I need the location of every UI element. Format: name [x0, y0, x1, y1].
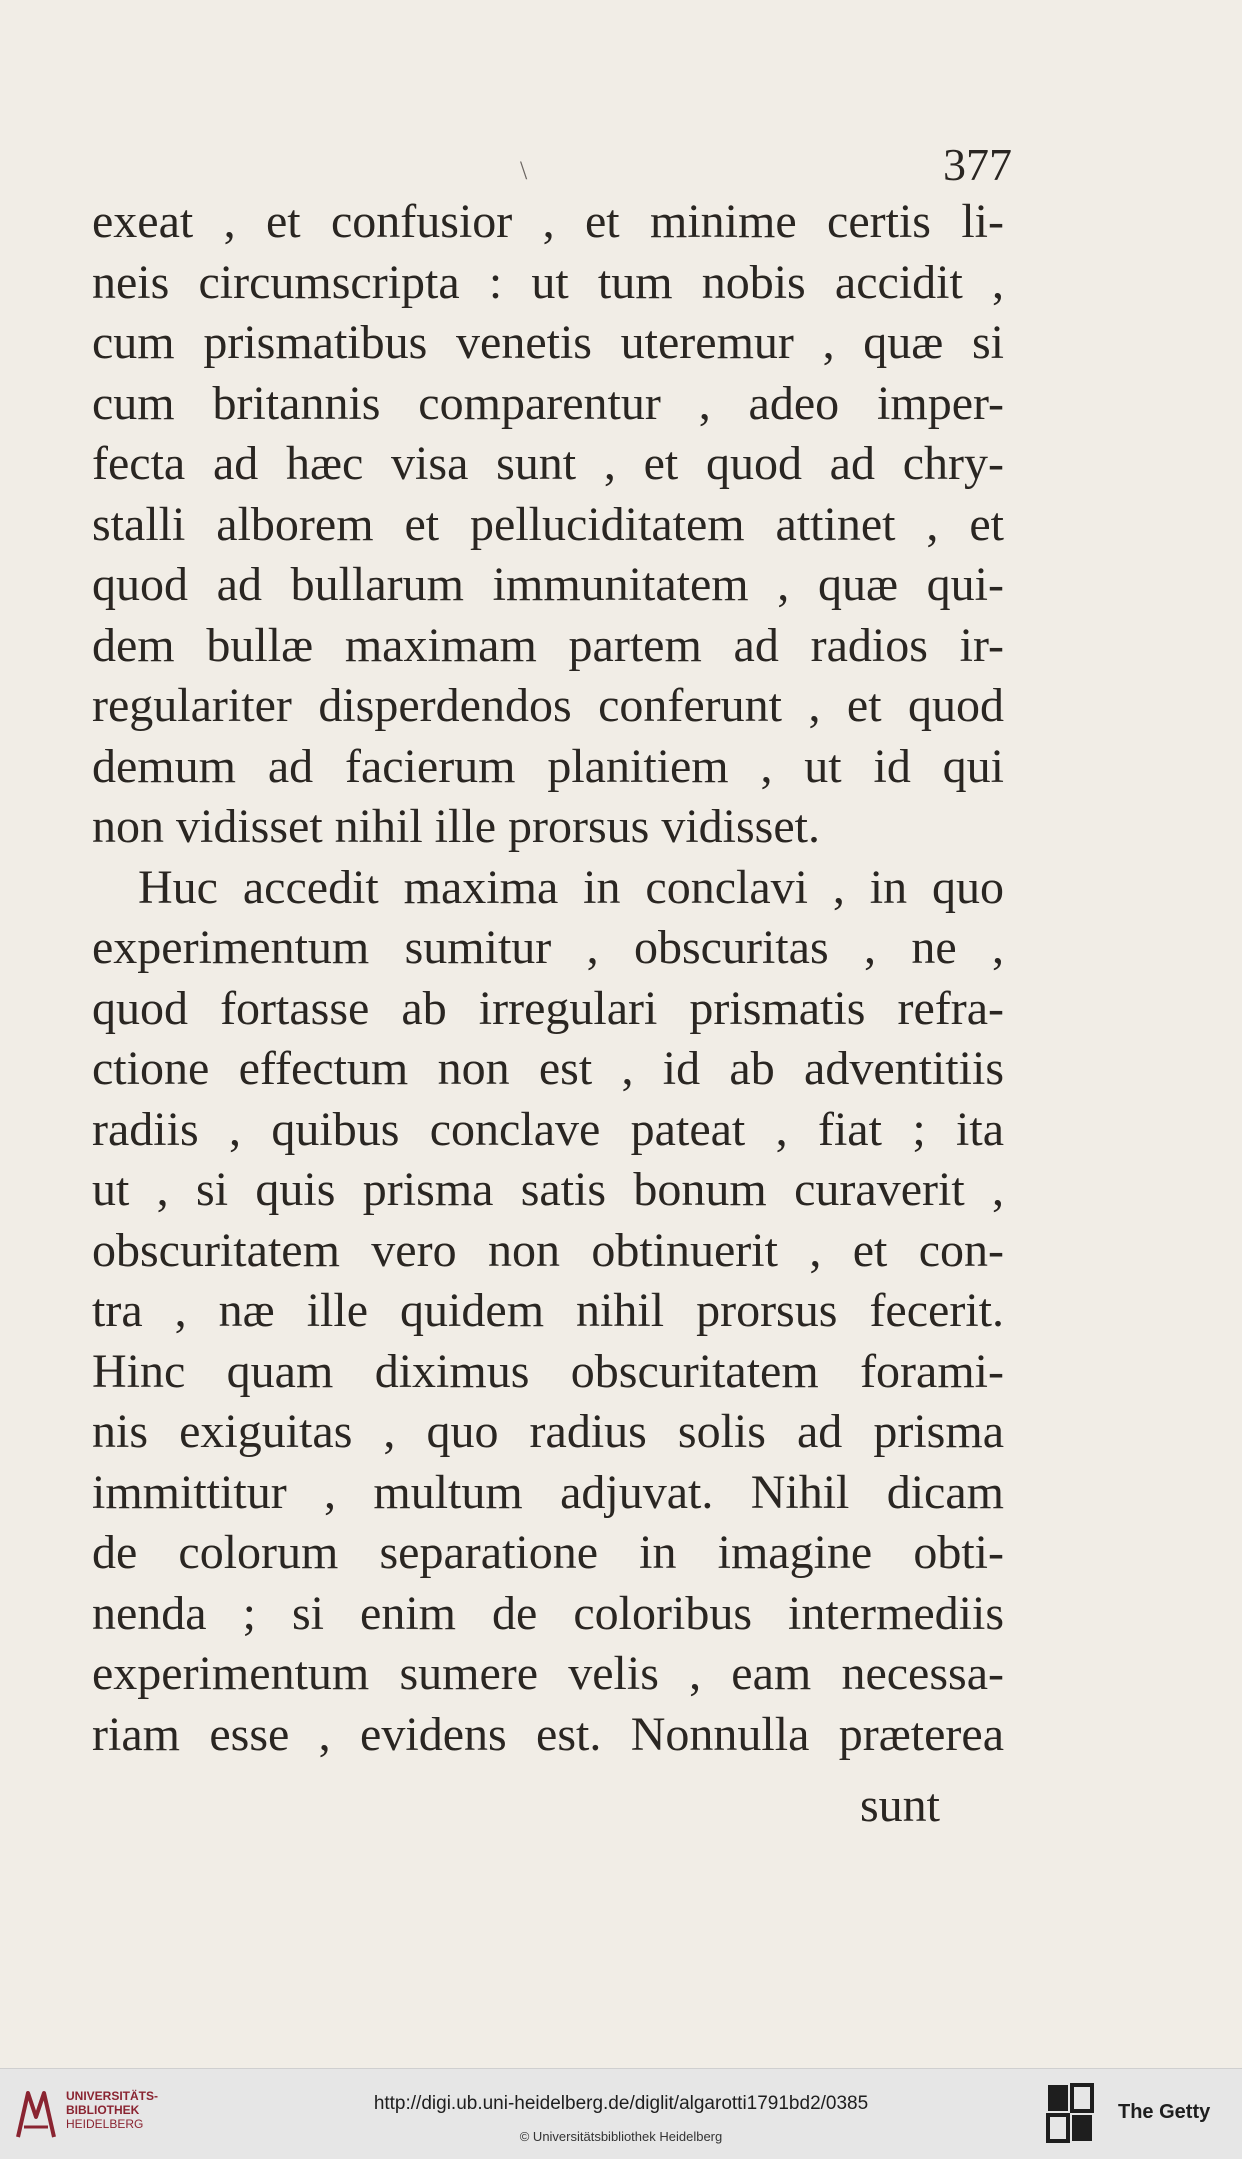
text-line: exeat , et confusior , et minime certis li- [92, 195, 1004, 248]
text-line: tra , næ ille quidem nihil prorsus fecerit. [92, 1284, 1004, 1337]
permalink-url[interactable]: http://digi.ub.uni-heidelberg.de/diglit/algarotti1791bd2/0385 [373, 2093, 869, 2114]
text-line: ut , si quis prisma satis bonum curaverit , [92, 1163, 1004, 1216]
partner-name: The Getty [1118, 2101, 1211, 2123]
getty-logo-icon[interactable] [1046, 2083, 1094, 2143]
copyright-notice: © Universitätsbibliothek Heidelberg [519, 2129, 723, 2144]
footer-bar [0, 2068, 1242, 2159]
catchword: sunt [859, 1779, 940, 1832]
text-line: dem bullæ maximam partem ad radios ir- [92, 618, 1004, 672]
text-line: neis circumscripta : ut tum nobis accidit , [92, 255, 1004, 309]
text-line: quod fortasse ab irregulari prismatis refra- [92, 981, 1004, 1035]
text-line: quod ad bullarum immunitatem , quæ qui- [92, 558, 1004, 611]
text-line: experimentum sumere velis , eam necessa- [92, 1647, 1004, 1700]
body-text [92, 192, 1004, 1765]
text-line: nis exiguitas , quo radius solis ad prisma [92, 1405, 1004, 1458]
text-line: de colorum separatione in imagine obti- [92, 1526, 1004, 1579]
text-line: regulariter disperdendos conferunt , et quod [92, 679, 1004, 732]
text-line: immittitur , multum adjuvat. Nihil dicam [92, 1465, 1004, 1519]
text-line: experimentum sumitur , obscuritas , ne , [92, 921, 1004, 974]
text-line: riam esse , evidens est. Nonnulla præterea [92, 1707, 1004, 1761]
text-line: nenda ; si enim de coloribus intermediis [92, 1586, 1004, 1640]
text-line: demum ad facierum planitiem , ut id qui [92, 739, 1004, 793]
text-line: cum prismatibus venetis uteremur , quæ si [92, 316, 1004, 369]
text-line: Hinc quam diximus obscuritatem forami- [92, 1344, 1004, 1398]
text-line: obscuritatem vero non obtinuerit , et con- [92, 1223, 1004, 1277]
text-line: non vidisset nihil ille prorsus vidisset. [92, 800, 820, 853]
text-line: fecta ad hæc visa sunt , et quod ad chry- [92, 437, 1004, 490]
text-line: stalli alborem et pelluciditatem attinet , et [92, 497, 1004, 551]
page-number: 377 [943, 139, 1012, 190]
text-line: cum britannis comparentur , adeo imper- [92, 376, 1004, 430]
university-name: UNIVERSITÄTS- BIBLIOTHEK HEIDELBERG [66, 2089, 159, 2131]
text-line: ctione effectum non est , id ab adventitiis [92, 1042, 1004, 1095]
text-line: Huc accedit maxima in conclavi , in quo [138, 860, 1004, 914]
text-line: radiis , quibus conclave pateat , fiat ; ita [92, 1102, 1004, 1156]
stray-mark: \ [520, 156, 528, 185]
